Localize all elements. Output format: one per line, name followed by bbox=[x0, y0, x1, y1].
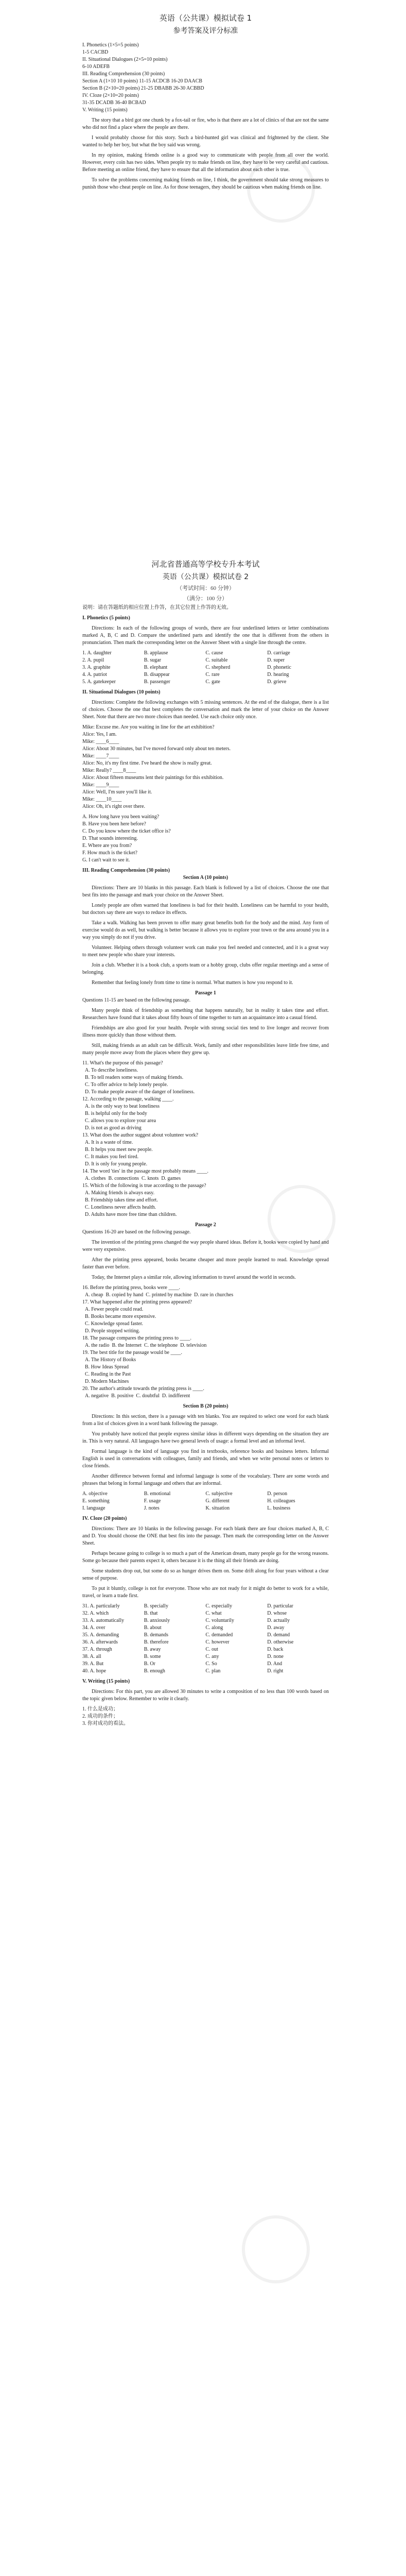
cloze-option-cell: D. back bbox=[267, 1647, 284, 1652]
phonetics-item-cell: C. shepherd bbox=[205, 665, 231, 670]
answer-line: V. Writing (15 points) bbox=[82, 107, 128, 113]
cloze-option-cell: 36. A. afterwards bbox=[82, 1639, 118, 1645]
exam-meta-1: （考试时间：60 分钟） bbox=[176, 585, 235, 591]
dialogue-line: Mike: ____7____ bbox=[82, 753, 119, 759]
answer-line: IV. Cloze (2×10=20 points) bbox=[82, 93, 139, 98]
question-line: B. To tell readers some ways of making friends. bbox=[82, 1075, 184, 1080]
passage-paragraph: Many people think of friendship as something that happens naturally, but in reality it takes time and effort. Researchers have found that it takes about fifty hours of time together to turn an acquaintance into a casual friend. bbox=[82, 1008, 329, 1021]
section-a-paragraph: Take a walk. Walking has been proven to offer many great benefits both for the body and the mind. Any form of exercise would do as well, but walking is better because it allows you to explore your town or the area around you in a way you simply do not if you drive. bbox=[82, 920, 329, 940]
phonetics-item-cell: B. passenger bbox=[144, 679, 170, 685]
passage-paragraph: The invention of the printing press changed the way people shared ideas. Before it, books were copied by hand and were very expensive. bbox=[82, 1240, 329, 1252]
dialogue-choice: B. Have you been here before? bbox=[82, 821, 146, 827]
question-line: A. The History of Books bbox=[82, 1357, 136, 1363]
cloze-option-row bbox=[82, 1632, 329, 1639]
answer-line: Section A (1×10 10 points) 11-15 ACDCB 16-20 DAACB bbox=[82, 78, 203, 84]
question-line: A. the radio B. the Internet C. the telephone D. television bbox=[82, 1343, 207, 1348]
phonetics-item-cell: D. carriage bbox=[267, 650, 290, 656]
question-line: A. It is a waste of time. bbox=[82, 1140, 133, 1145]
question-line: 13. What does the author suggest about volunteer work? bbox=[82, 1132, 199, 1138]
section-a-directions: Directions: There are 10 blanks in this passage. Each blank is followed by a list of choices. Choose the one that best fits into the passage and mark your choice on the Answer Sheet. bbox=[82, 885, 329, 898]
word-bank-cell: K. situation bbox=[205, 1505, 230, 1511]
section-b-directions: Directions: In this section, there is a passage with ten blanks. You are required to select one word for each blank from a list of choices given in a word bank following the passage. bbox=[82, 1414, 329, 1427]
dialogue-line: Alice: No, it's my first time. I've heard the show is really great. bbox=[82, 760, 212, 766]
exam-meta-2: （满分：100 分） bbox=[183, 596, 228, 602]
phonetics-item-cell: C. rare bbox=[205, 672, 220, 677]
dialogue-heading: II. Situational Dialogues (10 points) bbox=[82, 689, 161, 695]
cloze-option-cell: B. specially bbox=[144, 1603, 168, 1609]
question-line: 14. The word 'ties' in the passage most probably means ____. bbox=[82, 1168, 209, 1174]
cloze-option-cell: B. some bbox=[144, 1654, 161, 1659]
question-line: A. is the only way to beat loneliness bbox=[82, 1104, 160, 1109]
cloze-option-cell: D. demand bbox=[267, 1632, 290, 1638]
question-line: B. It helps you meet new people. bbox=[82, 1147, 153, 1153]
phonetics-item-cell: B. elephant bbox=[144, 665, 168, 670]
passage-paragraph: Today, the Internet plays a similar role, allowing information to travel around the world in seconds. bbox=[92, 1275, 296, 1280]
word-bank-cell: J. notes bbox=[144, 1505, 160, 1511]
answer-line: II. Situational Dialogues (2×5=10 points) bbox=[82, 57, 168, 62]
question-line: D. People stopped writing. bbox=[82, 1328, 140, 1334]
cloze-option-cell: 32. A. which bbox=[82, 1611, 109, 1616]
cloze-option-row bbox=[82, 1646, 329, 1653]
cloze-option-cell: D. And bbox=[267, 1661, 283, 1667]
dialogue-choice: F. How much is the ticket? bbox=[82, 850, 137, 856]
phonetics-heading: I. Phonetics (5 points) bbox=[82, 615, 130, 621]
word-bank-row bbox=[82, 1505, 329, 1512]
writing-point: 2. 成功的条件； bbox=[82, 1714, 118, 1719]
cloze-option-row bbox=[82, 1617, 329, 1624]
word-bank-cell: A. objective bbox=[82, 1491, 108, 1497]
question-line: C. It makes you feel tired. bbox=[82, 1154, 139, 1160]
word-bank-row bbox=[82, 1490, 329, 1498]
cloze-option-cell: D. right bbox=[267, 1668, 284, 1674]
sample-essay-paragraph: In my opinion, making friends online is a good way to communicate with people from all over the world. However, every coin has two sides. When people try to make friends on line, they have to be very careful and cautious. Before meeting an online friend, they have to ensure that all the information about each other is true. bbox=[82, 152, 329, 173]
phonetics-item-cell: D. grieve bbox=[267, 679, 287, 685]
phonetics-item-cell: 5. A. gatekeeper bbox=[82, 679, 116, 685]
cloze-option-row bbox=[82, 1603, 329, 1610]
answer-line: 1-5 CACBD bbox=[82, 49, 109, 55]
phonetics-item-cell: B. sugar bbox=[144, 657, 162, 663]
dialogue-line: Alice: Yes, I am. bbox=[82, 732, 117, 737]
phonetics-item-row bbox=[82, 679, 329, 686]
phonetics-item-cell: C. gate bbox=[205, 679, 220, 685]
question-line: 19. The best title for the passage would be ____. bbox=[82, 1350, 182, 1355]
cloze-paragraph: Some students drop out, but some do so as hunger drives them on. Some drift along for four years without a clear sense of purpose. bbox=[82, 1568, 329, 1581]
phonetics-item-cell: 1. A. daughter bbox=[82, 650, 112, 656]
passage2-paragraphs bbox=[82, 1239, 329, 1281]
section-a-title: Section A (10 points) bbox=[183, 875, 228, 880]
cloze-option-cell: C. out bbox=[205, 1647, 218, 1652]
phonetics-item-row bbox=[82, 650, 329, 657]
cloze-option-cell: 34. A. over bbox=[82, 1625, 105, 1631]
sample-essay-paragraph: To solve the problems concerning making friends on line, I think, the government should take strong measures to punish those who cheat people on line. As for those teenagers, they should be cautious when making friends on line. bbox=[82, 177, 329, 190]
cloze-paragraphs bbox=[82, 1550, 329, 1600]
question-line: B. Books became more expensive. bbox=[82, 1314, 156, 1319]
phonetics-item-cell: 2. A. pupil bbox=[82, 657, 104, 663]
question-line: A. negative B. positive C. doubtful D. indifferent bbox=[82, 1393, 190, 1399]
answer-line: 6-10 ADEFB bbox=[82, 64, 110, 70]
cloze-option-cell: D. whose bbox=[267, 1611, 287, 1616]
cloze-option-cell: D. away bbox=[267, 1625, 285, 1631]
cloze-option-row bbox=[82, 1639, 329, 1646]
cloze-options bbox=[82, 1603, 329, 1675]
phonetics-item-row bbox=[82, 671, 329, 679]
phonetics-item-cell: D. phonetic bbox=[267, 665, 291, 670]
dialogue-choice: G. I can't wait to see it. bbox=[82, 857, 130, 863]
question-line: B. is helpful only for the body bbox=[82, 1111, 147, 1116]
phonetics-item-cell: D. hearing bbox=[267, 672, 289, 677]
cloze-option-cell: B. therefore bbox=[144, 1639, 169, 1645]
cloze-heading: IV. Cloze (20 points) bbox=[82, 1516, 127, 1521]
word-bank-cell: F. usage bbox=[144, 1498, 161, 1504]
page1-title: 英语（公共课）模拟试卷 1 bbox=[159, 13, 252, 23]
question-line: B. Friendship takes time and effort. bbox=[82, 1197, 158, 1203]
cloze-option-cell: 38. A. all bbox=[82, 1654, 101, 1659]
cloze-paragraph: To put it bluntly, college is not for everyone. Those who are not ready for it might do better to work for a while, travel, or learn a trade first. bbox=[82, 1586, 329, 1599]
cloze-option-cell: C. any bbox=[205, 1654, 219, 1659]
cloze-option-cell: 35. A. demanding bbox=[82, 1632, 119, 1638]
passage2-intro: Questions 16-20 are based on the following passage. bbox=[82, 1229, 191, 1235]
writing-points bbox=[82, 1706, 329, 1727]
passage2-heading: Passage 2 bbox=[195, 1222, 216, 1228]
cloze-option-cell: B. Or bbox=[144, 1661, 155, 1667]
phonetics-item-cell: D. super bbox=[267, 657, 285, 663]
question-line: 15. Which of the following is true according to the passage? bbox=[82, 1183, 206, 1189]
question-line: 16. Before the printing press, books were ____. bbox=[82, 1285, 180, 1291]
cloze-option-cell: C. along bbox=[205, 1625, 223, 1631]
question-line: B. How Ideas Spread bbox=[82, 1364, 129, 1370]
word-bank-cell: D. person bbox=[267, 1491, 288, 1497]
question-line: A. To describe loneliness. bbox=[82, 1067, 138, 1073]
answer-line: III. Reading Comprehension (30 points) bbox=[82, 71, 165, 77]
question-line: 18. The passage compares the printing press to ____. bbox=[82, 1335, 191, 1341]
dialogue-line: Mike: ____6____ bbox=[82, 739, 119, 744]
passage-paragraph: Friendships are also good for your health. People with strong social ties tend to live longer and recover from illness more quickly than those without them. bbox=[82, 1025, 329, 1038]
phonetics-item-cell: 3. A. graphite bbox=[82, 665, 111, 670]
passage2-questions bbox=[82, 1284, 329, 1400]
question-line: C. To offer advice to help lonely people. bbox=[82, 1082, 168, 1088]
question-line: D. Modern Machines bbox=[82, 1379, 129, 1384]
dialogue-lines bbox=[82, 724, 329, 810]
dialogue-choice: C. Do you know where the ticket office is? bbox=[82, 828, 171, 834]
cloze-option-cell: B. demands bbox=[144, 1632, 168, 1638]
passage1-paragraphs bbox=[82, 1007, 329, 1057]
exam-page-2 bbox=[0, 546, 406, 2576]
cloze-option-cell: C. plan bbox=[205, 1668, 221, 1674]
question-line: C. allows you to explore your area bbox=[82, 1118, 156, 1124]
phonetics-directions: Directions: In each of the following groups of words, there are four underlined letters or letter combinations marked A, B, C and D. Compare the underlined parts and identify the one that is different from the others in pronunciation. Then mark the corresponding letter on the Answer Sheet with a single line through the centre. bbox=[82, 625, 329, 646]
section-b-paragraphs bbox=[82, 1431, 329, 1487]
exam-header-1: 河北省普通高等学校专升本考试 bbox=[151, 560, 260, 569]
cloze-option-cell: C. what bbox=[205, 1611, 222, 1616]
cloze-option-cell: 39. A. But bbox=[82, 1661, 104, 1667]
question-line: 12. According to the passage, walking ____. bbox=[82, 1096, 174, 1102]
dialogue-line: Mike: ____9____ bbox=[82, 782, 119, 788]
question-line: D. It is only for young people. bbox=[82, 1161, 148, 1167]
cloze-option-row bbox=[82, 1653, 329, 1660]
cloze-directions: Directions: There are 10 blanks in the following passage. For each blank there are four choices marked A, B, C and D. You should choose the ONE that best fits into the passage. Then mark the corresponding letter on the Answer Sheet. bbox=[82, 1526, 329, 1546]
section-b-paragraph: Formal language is the kind of language you find in textbooks, reference books and business letters. Informal English is used in conversations with colleagues, family and friends, and when we write personal notes or letters to close friends. bbox=[82, 1449, 329, 1469]
cloze-option-cell: D. otherwise bbox=[267, 1639, 294, 1645]
writing-point: 1. 什么是成功； bbox=[82, 1706, 118, 1712]
writing-point: 3. 你对成功的看法。 bbox=[82, 1721, 129, 1726]
section-b-paragraph: Another difference between formal and informal language is some of the vocabulary. There are some words and phrases that belong in formal language and others that are informal. bbox=[82, 1473, 329, 1486]
question-line: A. cheap B. copied by hand C. printed by machine D. rare in churches bbox=[82, 1292, 234, 1298]
cloze-option-cell: B. that bbox=[144, 1611, 158, 1616]
section-a-paragraph: Volunteer. Helping others through volunteer work can make you feel needed and connected, and it is a great way to meet new people who share your interests. bbox=[82, 945, 329, 958]
dialogue-choice: D. That sounds interesting. bbox=[82, 836, 138, 841]
writing-directions: Directions: For this part, you are allowed 30 minutes to write a composition of no less than 100 words based on the topic given below. Remember to write it clearly. bbox=[82, 1689, 329, 1702]
phonetics-item-row bbox=[82, 657, 329, 664]
answer-line: I. Phonetics (1×5=5 points) bbox=[82, 42, 139, 48]
passage1-heading: Passage 1 bbox=[195, 990, 216, 996]
sample-essay-paragraph: I would probably choose for this story. Such a bird-hunted girl was clinical and frightened by the client. She wanted to help her boy, but what the boy said was wrong. bbox=[82, 135, 329, 148]
answer-page-1 bbox=[0, 0, 406, 546]
question-line: C. Knowledge spread faster. bbox=[82, 1321, 144, 1327]
sample-essay-paragraph: The story that a bird got one chunk by a fox-tail or fire, who is that there are a lot of clinics of that are not the same who did not find a place where the people are there. bbox=[82, 117, 329, 130]
page1-subtitle: 参考答案及评分标准 bbox=[173, 27, 238, 35]
writing-heading: V. Writing (15 points) bbox=[82, 1679, 130, 1684]
phonetics-item-row bbox=[82, 664, 329, 671]
passage-paragraph: After the printing press appeared, books became cheaper and more people learned to read. Knowledge spread faster than ever before. bbox=[82, 1257, 329, 1270]
word-bank-cell: H. colleagues bbox=[267, 1498, 295, 1504]
dialogue-line: Mike: Really? ____8____ bbox=[82, 768, 136, 773]
cloze-paragraph: Perhaps because going to college is so much a part of the American dream, many people go for the wrong reasons. Some go because their parents expect it, others because it is the thing all their friends are doing. bbox=[82, 1551, 329, 1564]
cloze-option-row bbox=[82, 1624, 329, 1632]
question-line: 17. What happened after the printing press appeared? bbox=[82, 1299, 192, 1305]
dialogue-line: Alice: Well, I'm sure you'll like it. bbox=[82, 789, 152, 795]
dialogue-choices bbox=[82, 814, 329, 864]
answer-line: 31-35 DCADB 36-40 BCBAD bbox=[82, 100, 146, 106]
word-bank-cell: I. language bbox=[82, 1505, 105, 1511]
cloze-option-cell: B. away bbox=[144, 1647, 161, 1652]
cloze-option-cell: B. enough bbox=[144, 1668, 165, 1674]
question-line: 11. What's the purpose of this passage? bbox=[82, 1060, 163, 1066]
question-line: A. clothes B. connections C. knots D. games bbox=[82, 1176, 181, 1181]
section-b-title: Section B (20 points) bbox=[183, 1403, 228, 1409]
word-bank-cell: L. business bbox=[267, 1505, 291, 1511]
passage-paragraph: Still, making friends as an adult can be difficult. Work, family and other responsibilities leave little free time, and many people move away from the places where they grew up. bbox=[82, 1043, 329, 1056]
phonetics-item-cell: B. applause bbox=[144, 650, 168, 656]
phonetics-item-cell: 4. A. patriot bbox=[82, 672, 107, 677]
exam-instruction: 说明：请在答题纸的相应位置上作答，在其它位置上作答的无效。 bbox=[82, 605, 232, 611]
dialogue-line: Mike: Excuse me. Are you waiting in line for the art exhibition? bbox=[82, 724, 215, 730]
section-a-paragraph: Lonely people are often warned that loneliness is bad for their health. Loneliness can be harmful to your health, but doctors say there are ways to reduce its effects. bbox=[82, 903, 329, 916]
cloze-option-row bbox=[82, 1660, 329, 1668]
question-line: D. Adults have more free time than children. bbox=[82, 1212, 177, 1217]
cloze-option-cell: 33. A. automatically bbox=[82, 1618, 125, 1623]
cloze-option-cell: D. none bbox=[267, 1654, 284, 1659]
cloze-option-cell: C. however bbox=[205, 1639, 230, 1645]
passage1-questions bbox=[82, 1060, 329, 1218]
cloze-option-cell: D. actually bbox=[267, 1618, 290, 1623]
word-bank-row bbox=[82, 1498, 329, 1505]
question-line: 20. The author's attitude towards the printing press is ____. bbox=[82, 1386, 204, 1392]
cloze-option-cell: C. demanded bbox=[205, 1632, 233, 1638]
cloze-option-row bbox=[82, 1668, 329, 1675]
page1-paragraphs bbox=[82, 117, 329, 191]
dialogue-directions: Directions: Complete the following exchanges with 5 missing sentences. At the end of the dialogue, there is a list of choices. Choose the one that best completes the conversation and mark the letter of your choice on the Answer Sheet. Note that there are two more choices than needed. Use each choice only once. bbox=[82, 700, 329, 720]
cloze-option-cell: D. particular bbox=[267, 1603, 293, 1609]
dialogue-line: Alice: About 30 minutes, but I've moved forward only about ten meters. bbox=[82, 746, 231, 752]
cloze-option-cell: 31. A. particularly bbox=[82, 1603, 120, 1609]
section-a-paragraph: Remember that feeling lonely from time to time is normal. What matters is how you respond to it. bbox=[92, 980, 293, 986]
answer-line: Section B (2×10=20 points) 21-25 DBABB 26-30 ACBBD bbox=[82, 86, 204, 91]
question-line: C. Loneliness never affects health. bbox=[82, 1205, 156, 1210]
cloze-option-row bbox=[82, 1610, 329, 1617]
phonetics-items bbox=[82, 650, 329, 686]
question-line: D. To make people aware of the danger of loneliness. bbox=[82, 1089, 195, 1095]
phonetics-item-cell: C. suitable bbox=[205, 657, 228, 663]
cloze-option-cell: C. especially bbox=[205, 1603, 233, 1609]
reading-heading: III. Reading Comprehension (30 points) bbox=[82, 868, 170, 873]
word-bank-cell: G. different bbox=[205, 1498, 230, 1504]
phonetics-item-cell: C. cause bbox=[205, 650, 223, 656]
section-a-paragraph: Join a club. Whether it is a book club, a sports team or a hobby group, clubs offer regular meetings and a sense of belonging. bbox=[82, 962, 329, 975]
cloze-option-cell: B. about bbox=[144, 1625, 162, 1631]
word-bank-cell: B. emotional bbox=[144, 1491, 171, 1497]
section-b-paragraph: You probably have noticed that people express similar ideas in different ways depending on the situation they are in. This is very natural. All languages have two general levels of usage: a formal level and an informal level. bbox=[82, 1431, 329, 1444]
section-b-word-bank bbox=[82, 1490, 329, 1512]
cloze-option-cell: B. anxiously bbox=[144, 1618, 170, 1623]
page1-answer-lines bbox=[82, 42, 329, 114]
passage1-intro: Questions 11-15 are based on the following passage. bbox=[82, 997, 191, 1003]
cloze-option-cell: 37. A. through bbox=[82, 1647, 112, 1652]
cloze-option-cell: C. voluntarily bbox=[205, 1618, 235, 1623]
dialogue-choice: A. How long have you been waiting? bbox=[82, 814, 160, 820]
question-line: A. Making friends is always easy. bbox=[82, 1190, 155, 1196]
dialogue-choice: E. Where are you from? bbox=[82, 843, 132, 849]
question-line: C. Reading in the Past bbox=[82, 1371, 131, 1377]
question-line: D. is not as good as driving bbox=[82, 1125, 142, 1131]
dialogue-line: Alice: Oh, it's right over there. bbox=[82, 804, 146, 809]
dialogue-line: Alice: About fifteen museums lent their paintings for this exhibition. bbox=[82, 775, 224, 781]
word-bank-cell: C. subjective bbox=[205, 1491, 233, 1497]
question-line: A. Fewer people could read. bbox=[82, 1307, 144, 1312]
section-a-paragraphs bbox=[82, 902, 329, 987]
dialogue-line: Mike: ____10____ bbox=[82, 796, 122, 802]
cloze-option-cell: C. So bbox=[205, 1661, 217, 1667]
word-bank-cell: E. something bbox=[82, 1498, 110, 1504]
cloze-option-cell: 40. A. hope bbox=[82, 1668, 107, 1674]
exam-header-2: 英语（公共课）模拟试卷 2 bbox=[162, 573, 249, 581]
phonetics-item-cell: B. disappear bbox=[144, 672, 170, 677]
